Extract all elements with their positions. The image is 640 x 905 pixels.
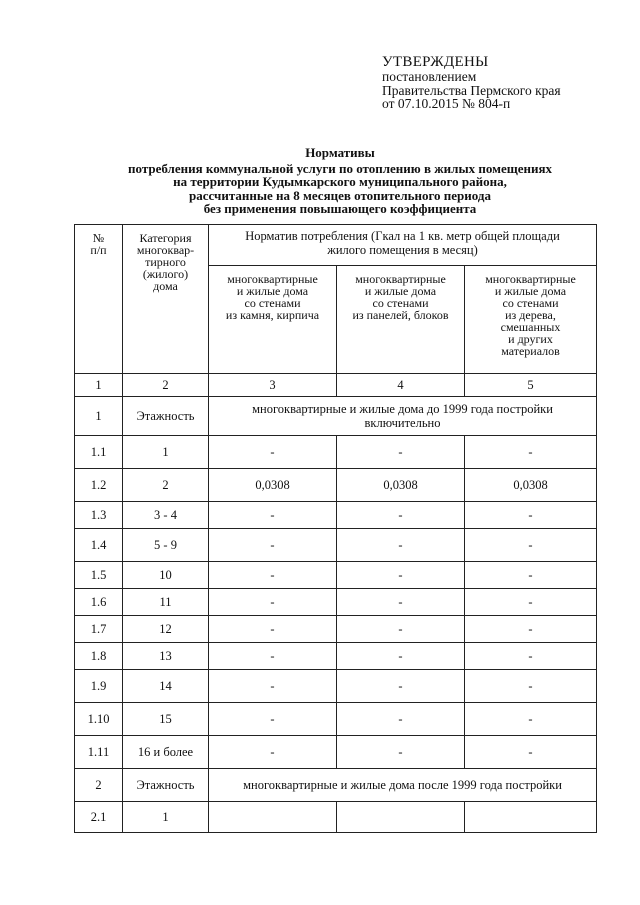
row-value-panel: - xyxy=(337,703,465,736)
row-num: 2.1 xyxy=(75,802,123,833)
row-value-panel: - xyxy=(337,436,465,469)
title-line: рассчитанные на 8 месяцев отопительного периода xyxy=(189,187,491,203)
column-number-row xyxy=(75,374,597,397)
row-num: 1.1 xyxy=(75,436,123,469)
title-line: без применения повышающего коэффициента xyxy=(203,200,477,216)
row-num: 1.6 xyxy=(75,589,123,616)
row-floors: 11 xyxy=(123,589,209,616)
row-value-wood xyxy=(465,802,597,833)
row-value-panel: 0,0308 xyxy=(337,469,465,502)
row-value-panel: - xyxy=(337,736,465,769)
row-value-wood: - xyxy=(465,562,597,589)
row-value-wood: - xyxy=(465,643,597,670)
row-value-panel: - xyxy=(337,643,465,670)
row-value-panel: - xyxy=(337,589,465,616)
column-number: 4 xyxy=(337,374,465,397)
row-value-wood: - xyxy=(465,436,597,469)
row-floors: 3 - 4 xyxy=(123,502,209,529)
row-value-stone: - xyxy=(209,670,337,703)
section-description: многоквартирные и жилые дома после 1999 года постройки xyxy=(209,769,597,802)
title-line: Нормативы xyxy=(305,145,375,160)
row-value-stone: - xyxy=(209,436,337,469)
row-floors: 14 xyxy=(123,670,209,703)
header-panel-block-cell: многоквартирные и жилые дома со стенами из панелей, блоков xyxy=(337,266,465,374)
title-line: на территории Кудымкарского муниципального района, xyxy=(173,174,507,190)
row-floors: 2 xyxy=(123,469,209,502)
row-value-wood: - xyxy=(465,589,597,616)
row-floors: 15 xyxy=(123,703,209,736)
row-value-stone: - xyxy=(209,703,337,736)
row-value-panel: - xyxy=(337,529,465,562)
row-floors: 16 и более xyxy=(123,736,209,769)
table-header-row xyxy=(75,225,597,266)
row-num: 1.8 xyxy=(75,643,123,670)
row-num: 1.4 xyxy=(75,529,123,562)
section-row xyxy=(75,769,597,802)
row-value-panel xyxy=(337,802,465,833)
row-value-stone: - xyxy=(209,502,337,529)
section-row xyxy=(75,397,597,436)
row-value-panel: - xyxy=(337,616,465,643)
section-description: многоквартирные и жилые дома до 1999 года постройки включительно xyxy=(209,397,597,436)
row-value-wood: - xyxy=(465,529,597,562)
row-value-wood: - xyxy=(465,616,597,643)
section-label: Этажность xyxy=(123,769,209,802)
table-row xyxy=(75,703,597,736)
row-num: 1.3 xyxy=(75,502,123,529)
row-floors: 13 xyxy=(123,643,209,670)
table-row xyxy=(75,469,597,502)
row-num: 1.2 xyxy=(75,469,123,502)
title-line: потребления коммунальной услуги по отоплению в жилых помещениях xyxy=(128,161,552,177)
row-floors: 5 - 9 xyxy=(123,529,209,562)
table-row xyxy=(75,670,597,703)
row-floors: 1 xyxy=(123,802,209,833)
approval-date-line: от 07.10.2015 № 804-п xyxy=(382,96,511,111)
row-value-wood: - xyxy=(465,736,597,769)
row-value-stone: - xyxy=(209,643,337,670)
row-num: 1.10 xyxy=(75,703,123,736)
row-floors: 1 xyxy=(123,436,209,469)
section-num: 2 xyxy=(75,769,123,802)
row-value-panel: - xyxy=(337,670,465,703)
row-value-stone: - xyxy=(209,529,337,562)
table-row xyxy=(75,436,597,469)
approval-block xyxy=(382,54,561,111)
table-row xyxy=(75,589,597,616)
column-number: 2 xyxy=(123,374,209,397)
table-row xyxy=(75,736,597,769)
row-floors: 10 xyxy=(123,562,209,589)
row-value-wood: - xyxy=(465,703,597,736)
row-value-stone: - xyxy=(209,616,337,643)
row-num: 1.11 xyxy=(75,736,123,769)
table-row xyxy=(75,616,597,643)
header-category-cell: Категория многоквар- тирного (жилого) дома xyxy=(123,225,209,374)
table-row xyxy=(75,529,597,562)
row-value-panel: - xyxy=(337,502,465,529)
approval-line: постановлением xyxy=(382,69,477,84)
document-title xyxy=(60,146,620,215)
header-num-cell: № п/п xyxy=(75,225,123,374)
table-row xyxy=(75,502,597,529)
table-row xyxy=(75,643,597,670)
row-value-stone: - xyxy=(209,562,337,589)
column-number: 3 xyxy=(209,374,337,397)
table-row xyxy=(75,562,597,589)
row-value-stone: - xyxy=(209,589,337,616)
row-value-wood: - xyxy=(465,502,597,529)
norms-table xyxy=(74,224,597,833)
column-number: 1 xyxy=(75,374,123,397)
section-label: Этажность xyxy=(123,397,209,436)
row-value-stone: - xyxy=(209,736,337,769)
row-value-stone xyxy=(209,802,337,833)
header-wood-mixed-cell: многоквартирные и жилые дома со стенами из дерева, смешанных и других материалов xyxy=(465,266,597,374)
row-value-wood: 0,0308 xyxy=(465,469,597,502)
row-num: 1.7 xyxy=(75,616,123,643)
row-value-stone: 0,0308 xyxy=(209,469,337,502)
section-num: 1 xyxy=(75,397,123,436)
column-number: 5 xyxy=(465,374,597,397)
approval-line: Правительства Пермского края xyxy=(382,82,561,98)
table-row xyxy=(75,802,597,833)
approval-heading: УТВЕРЖДЕНЫ xyxy=(382,54,489,70)
header-stone-brick-cell: многоквартирные и жилые дома со стенами из камня, кирпича xyxy=(209,266,337,374)
row-value-panel: - xyxy=(337,562,465,589)
row-value-wood: - xyxy=(465,670,597,703)
header-norm-cell: Норматив потребления (Гкал на 1 кв. метр общей площади жилого помещения в месяц) xyxy=(209,225,597,266)
row-floors: 12 xyxy=(123,616,209,643)
row-num: 1.5 xyxy=(75,562,123,589)
row-num: 1.9 xyxy=(75,670,123,703)
